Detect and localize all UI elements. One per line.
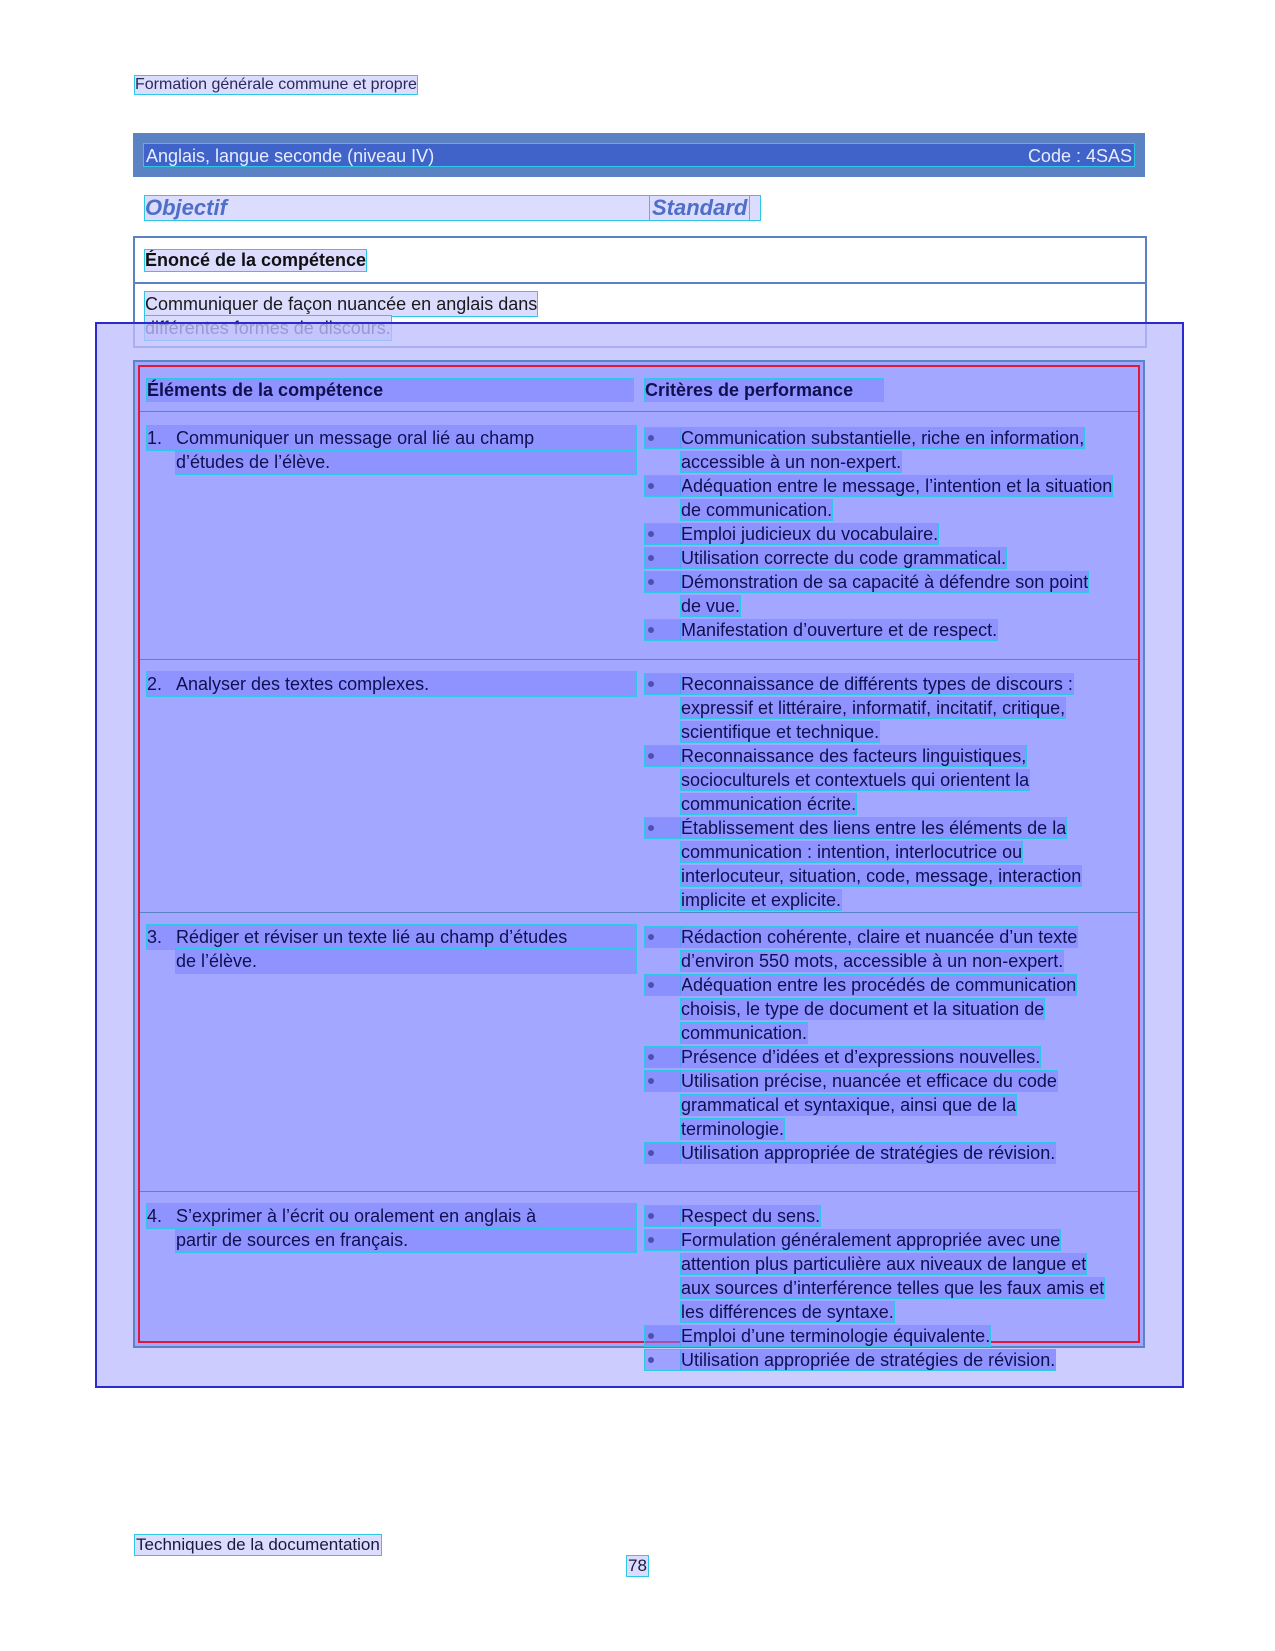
- element-number: 4.: [147, 1204, 175, 1228]
- criterion-text: Formulation généralement appropriée avec une attention plus particulière aux niveaux de langue et aux sources d’interférence telles que les faux amis et les différences de syntaxe.: [681, 1230, 1105, 1322]
- element-line: d’études de l’élève.: [176, 450, 636, 474]
- competence-table: [133, 360, 1145, 1370]
- element-text: [176, 672, 636, 696]
- element-number: 3.: [147, 925, 175, 949]
- bullet-icon: [645, 474, 681, 498]
- table-row: [140, 1192, 1138, 1370]
- element-line: Communiquer un message oral lié au champ: [176, 426, 636, 450]
- criterion-text: Établissement des liens entre les éléments de la communication : intention, interlocutrice ou interlocuteur, situation, code, message, interaction implicite et explicite.: [681, 818, 1082, 910]
- criteria-cell: [645, 672, 1113, 912]
- criteria-cell: [645, 426, 1113, 642]
- criterion-item: [645, 816, 1113, 912]
- element-text: [176, 426, 636, 474]
- element-text: [176, 1204, 636, 1252]
- criterion-text: Rédaction cohérente, claire et nuancée d’un texte d’environ 550 mots, accessible à un non-expert.: [681, 927, 1078, 971]
- criterion-text: Utilisation appropriée de stratégies de révision.: [681, 1350, 1056, 1370]
- bullet-icon: [645, 618, 681, 642]
- element-number: 1.: [147, 426, 175, 450]
- criterion-text: Démonstration de sa capacité à défendre son point de vue.: [681, 572, 1089, 616]
- element-line: de l’élève.: [176, 949, 636, 973]
- criterion-text: Présence d’idées et d’expressions nouvelles.: [681, 1047, 1041, 1067]
- criterion-item: [645, 1228, 1113, 1324]
- table-row: [140, 412, 1138, 660]
- criterion-item: [645, 546, 1113, 570]
- criterion-item: [645, 1045, 1113, 1069]
- criteria-cell: [645, 925, 1113, 1165]
- criterion-text: Respect du sens.: [681, 1206, 821, 1226]
- bullet-icon: [645, 522, 681, 546]
- bullet-icon: [645, 1228, 681, 1252]
- element-text: [176, 925, 636, 973]
- criterion-item: [645, 973, 1113, 1045]
- header-criteres: Critères de performance: [645, 379, 883, 401]
- criterion-text: Reconnaissance des facteurs linguistiques, socioculturels et contextuels qui orientent la communication écrite.: [681, 746, 1030, 814]
- criterion-item: [645, 1348, 1113, 1372]
- bullet-icon: [645, 1141, 681, 1165]
- bullet-icon: [645, 973, 681, 997]
- bullet-icon: [645, 1045, 681, 1069]
- criterion-text: Emploi judicieux du vocabulaire.: [681, 524, 939, 544]
- element-number: 2.: [147, 672, 175, 696]
- bullet-icon: [645, 1204, 681, 1228]
- criterion-item: [645, 474, 1113, 522]
- criterion-text: Utilisation précise, nuancée et efficace du code grammatical et syntaxique, ainsi que de la terminologie.: [681, 1071, 1057, 1139]
- criterion-item: [645, 1324, 1113, 1348]
- element-line: Analyser des textes complexes.: [176, 672, 636, 696]
- competence-heading: Énoncé de la compétence: [145, 250, 367, 270]
- criterion-text: Utilisation correcte du code grammatical.: [681, 548, 1007, 568]
- criterion-item: [645, 925, 1113, 973]
- objectif-label: Objectif: [145, 196, 760, 220]
- criterion-item: [645, 570, 1113, 618]
- criterion-text: Emploi d’une terminologie équivalente.: [681, 1326, 991, 1346]
- criterion-item: [645, 522, 1113, 546]
- standard-label: Standard: [652, 195, 748, 220]
- table-row: [140, 660, 1138, 913]
- criterion-text: Reconnaissance de différents types de discours : expressif et littéraire, informatif, incitatif, critique, scientifique et technique.: [681, 674, 1073, 742]
- criterion-item: [645, 1204, 1113, 1228]
- bullet-icon: [645, 672, 681, 696]
- page-number: 78: [628, 1556, 647, 1575]
- criterion-item: [645, 1141, 1113, 1165]
- criterion-item: [645, 744, 1113, 816]
- footer-program: Techniques de la documentation: [136, 1535, 380, 1554]
- element-line: S’exprimer à l’écrit ou oralement en anglais à: [176, 1204, 636, 1228]
- competence-heading-row: [135, 238, 1145, 284]
- bullet-icon: [645, 1348, 681, 1372]
- bullet-icon: [645, 1069, 681, 1093]
- criterion-text: Adéquation entre les procédés de communication choisis, le type de document et la situation de communication.: [681, 975, 1077, 1043]
- header-elements: Éléments de la compétence: [147, 379, 633, 401]
- course-title-bar: [133, 133, 1145, 177]
- criterion-item: [645, 618, 1113, 642]
- bullet-icon: [645, 426, 681, 450]
- criterion-text: Manifestation d’ouverture et de respect.: [681, 620, 998, 640]
- bullet-icon: [645, 816, 681, 840]
- criterion-item: [645, 672, 1113, 744]
- criterion-text: Utilisation appropriée de stratégies de révision.: [681, 1143, 1056, 1163]
- course-title-inner: [143, 143, 1135, 167]
- table-header: [140, 367, 1138, 412]
- bullet-icon: [645, 1324, 681, 1348]
- criterion-item: [645, 1069, 1113, 1141]
- table-row: [140, 913, 1138, 1192]
- criterion-text: Adéquation entre le message, l’intention et la situation de communication.: [681, 476, 1113, 520]
- bullet-icon: [645, 546, 681, 570]
- course-title: Anglais, langue seconde (niveau IV): [146, 146, 435, 166]
- criterion-text: Communication substantielle, riche en information, accessible à un non-expert.: [681, 428, 1085, 472]
- element-line: Rédiger et réviser un texte lié au champ d’études: [176, 925, 636, 949]
- competence-table-inner: [138, 365, 1140, 1370]
- bullet-icon: [645, 925, 681, 949]
- competence-text-line: Communiquer de façon nuancée en anglais dans: [145, 294, 538, 314]
- element-line: partir de sources en français.: [176, 1228, 636, 1252]
- criteria-cell: [645, 1204, 1113, 1372]
- criterion-item: [645, 426, 1113, 474]
- running-header: Formation générale commune et propre: [135, 76, 417, 93]
- bullet-icon: [645, 744, 681, 768]
- bullet-icon: [645, 570, 681, 594]
- course-code: Code : 4SAS: [1027, 146, 1132, 166]
